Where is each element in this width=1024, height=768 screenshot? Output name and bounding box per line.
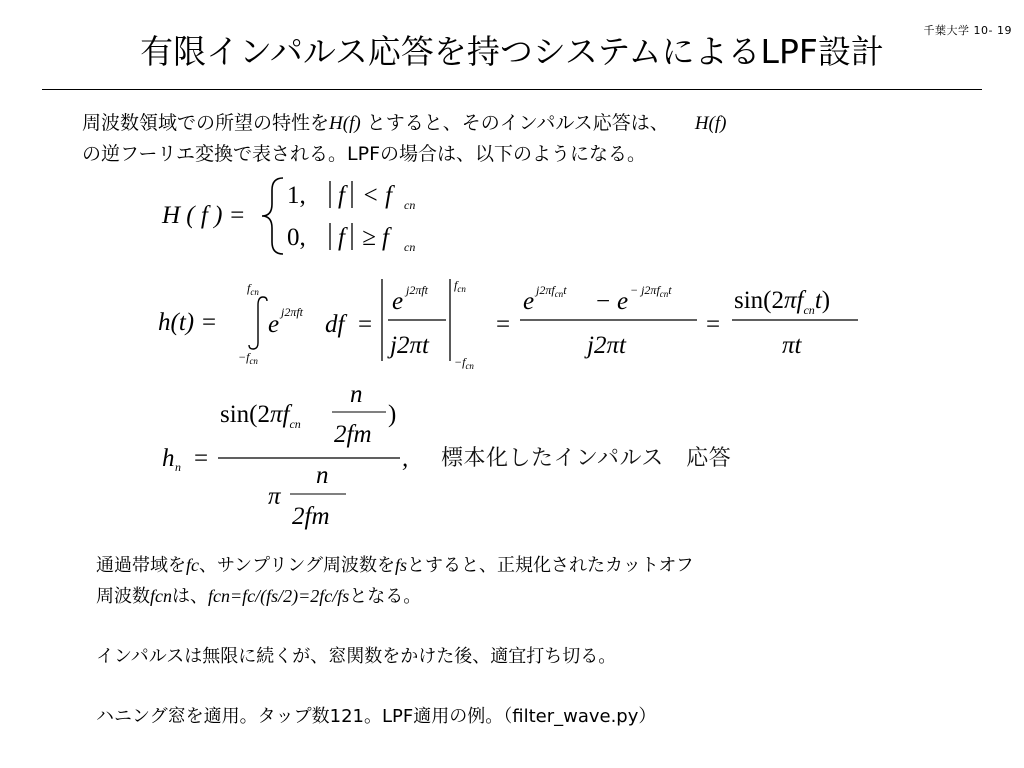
note-var-fc: fc [186,555,199,575]
eq2-e-pos: e [523,288,535,315]
eq1-case1-condition: < f [362,182,393,209]
notes-block [96,550,956,732]
eq3-lower-n: n [316,462,329,489]
eq1-case2-value: 0, [287,224,306,251]
eq3-pi: π [268,483,281,510]
eq1-subscript-cn: cn [404,198,416,212]
eq2-exponent-j2pift: j2πft [281,305,304,319]
intro-line-2: の逆フーリエ変換で表される。LPFの場合は、以下のようになる。 [82,143,647,165]
paragraph-gap [96,612,956,642]
slide-title: 有限インパルス応答を持つシステムによるLPF設計 [140,32,884,71]
intro-text-a: 周波数領域での所望の特性を [82,112,330,134]
eq1-lhs: H ( f ) = [162,202,246,229]
note-text: 周波数 [96,586,150,607]
intro-paragraph [82,108,962,170]
eq2-df: df [325,311,345,338]
sampled-impulse-label: 標本化したインパルス 応答 [441,446,732,471]
eq3-subscript-n: n [175,460,181,474]
eq2-equals: = [358,311,373,338]
eq2-upper-limit: $f_{cn}$ [247,281,259,297]
intro-hf-2: H(f) [694,113,727,134]
eq2-eval-lower: $-f_{cn}$ [454,355,474,371]
note-text: となる。 [349,586,422,607]
paragraph-gap [96,672,956,702]
eq2-lhs: h(t) = [158,309,218,336]
eq1-case2-condition: ≥ f [362,224,389,251]
eq3-close-paren: ) [388,401,397,428]
eq3-equals: = [194,445,209,472]
eq3-inner-2fm: 2fm [334,421,372,448]
intro-text-b: とすると、そのインパルス応答は、 [360,112,669,134]
note-text: とすると、正規化されたカットオフ [407,555,694,576]
intro-line-1 [82,108,962,139]
title-divider [42,89,982,90]
eq3-lhs: h [162,445,175,472]
eq2-equals: = [496,311,511,338]
eq2-minus: − [596,288,611,315]
note-text: 通過帯域を [96,555,186,576]
note-line-2 [96,581,956,612]
eq1-case1-value: 1, [287,182,306,209]
equation-sampled-impulse [150,381,440,534]
eq2-frac-num-exp: j2πft [406,283,429,297]
eq2-lower-limit: $-f_{cn}$ [238,350,258,366]
eq2-frac-den: j2πt [390,332,429,359]
eq2-integral-sign [249,297,267,349]
eq2-den-pit: πt [782,332,802,359]
note-line-3: インパルスは無限に続くが、窓関数をかけた後、適宜打ち切る。 [96,646,617,667]
note-var-fs: fs [395,555,408,575]
intro-hf-1: H(f) [329,113,361,134]
eq2-eval-upper: $f_{cn}$ [454,278,466,294]
note-text: は、 [172,586,208,607]
eq1-subscript-cn: cn [404,240,416,254]
eq2-frac-num-e: e [392,288,404,315]
eq3-lower-2fm: 2fm [292,503,330,530]
eq2-exp-base: e [268,311,280,338]
equation-transfer-function [150,168,480,263]
eq1-f-var: f [338,224,345,251]
equation-impulse-response [150,275,870,375]
eq2-e-neg: e [617,288,629,315]
note-var-fcn: fcn [150,586,172,606]
eq2-exp-pos: $j2\pi f_{cn}t$ [536,283,567,299]
eq1-f-var: f [338,182,345,209]
eq2-equals: = [706,311,721,338]
eq2-den-j2pit: j2πt [587,332,626,359]
eq3-sin: $\sin(2\pi f_{cn}$ [220,401,301,431]
note-line-1 [96,550,956,581]
slide-page-number: 千葉大学 10- 19 [923,24,1012,37]
eq1-left-brace [262,178,283,254]
note-text: 、サンプリング周波数を [199,555,396,576]
eq3-inner-n: n [350,381,363,408]
eq2-exp-neg: − $j2\pi f_{cn}t$ [630,283,672,299]
note-formula: fcn=fc/(fs/2)=2fc/fs [208,586,350,606]
eq3-comma: , [402,445,409,472]
note-line-4: ハニング窓を適用。タップ数121。LPF適用の例。（filter_wave.py） [96,706,657,727]
eq2-sinc-num: $\sin(2\pi f_{cn}t)$ [734,287,831,317]
